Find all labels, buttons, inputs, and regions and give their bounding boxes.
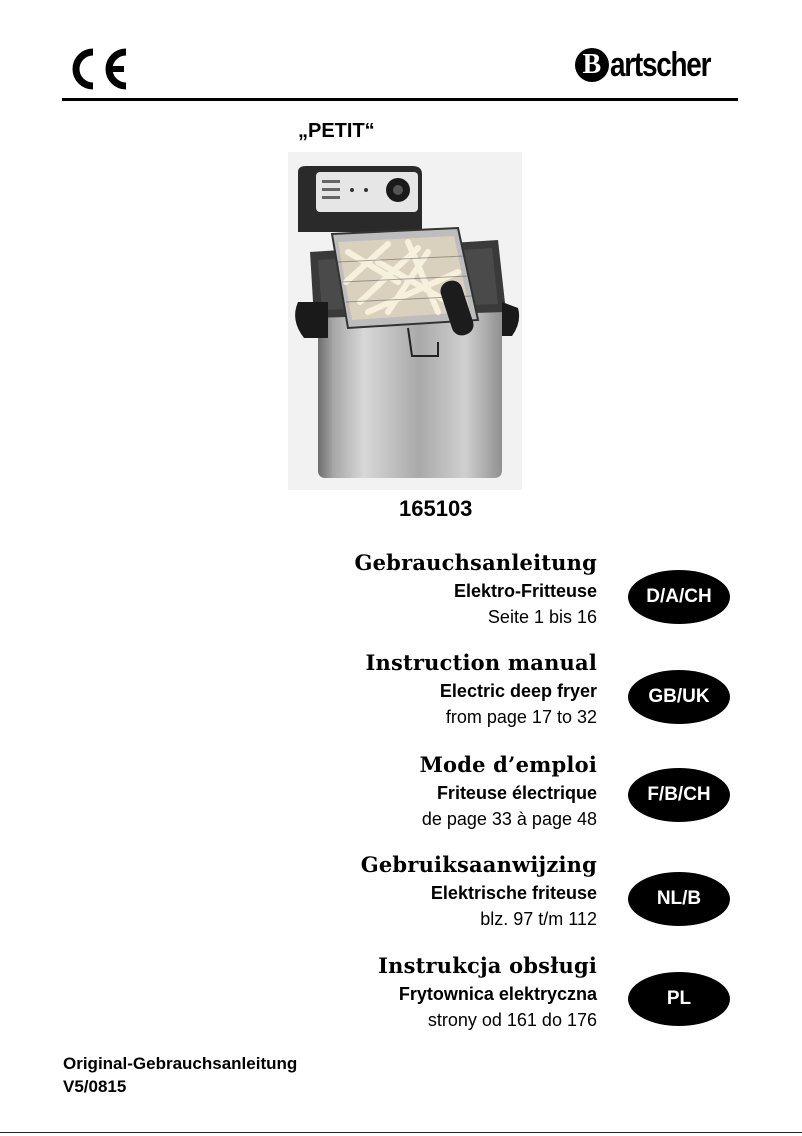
bottom-rule [0, 1132, 802, 1133]
article-number: 165103 [399, 496, 473, 521]
manual-title: Instrukcja obsługi [378, 953, 597, 978]
product-name: Electric deep fryer [439, 681, 597, 701]
product-name: Frytownica elektryczna [398, 984, 597, 1004]
language-badge-gb: GB/UK [628, 670, 730, 724]
page-range: de page 33 à page 48 [421, 809, 597, 829]
language-section-fr [177, 750, 597, 832]
brand-initial: B [575, 48, 609, 82]
version-label: V5/0815 [63, 1077, 127, 1096]
manual-title: Gebrauchsanleitung [354, 550, 597, 575]
language-badge-pl: PL [628, 972, 730, 1026]
model-name: „PETIT“ [298, 120, 375, 142]
ce-mark-icon [66, 46, 132, 92]
manual-title: Gebruiksaanwijzing [360, 852, 597, 877]
language-section-nl [177, 850, 597, 932]
header-rule [62, 98, 738, 101]
language-badge-de: D/A/CH [628, 570, 730, 624]
language-section-de [177, 548, 597, 630]
language-section-gb [177, 648, 597, 730]
page-range: from page 17 to 32 [445, 707, 597, 727]
bartscher-logo [575, 40, 732, 90]
language-badge-nl: NL/B [628, 872, 730, 926]
product-name: Elektrische friteuse [430, 883, 597, 903]
brand-name: artscher [609, 45, 711, 84]
page-range: blz. 97 t/m 112 [480, 909, 597, 929]
deep-fryer-photo [288, 152, 522, 490]
language-badge-fr: F/B/CH [628, 768, 730, 822]
product-name: Elektro-Fritteuse [453, 581, 597, 601]
original-manual-label: Original-Gebrauchsanleitung [63, 1054, 298, 1073]
manual-title: Instruction manual [365, 650, 597, 675]
language-section-pl [177, 951, 597, 1033]
page-range: Seite 1 bis 16 [487, 607, 597, 627]
product-name: Friteuse électrique [436, 783, 597, 803]
manual-title: Mode d’emploi [419, 752, 597, 777]
page-range: strony od 161 do 176 [427, 1010, 597, 1030]
